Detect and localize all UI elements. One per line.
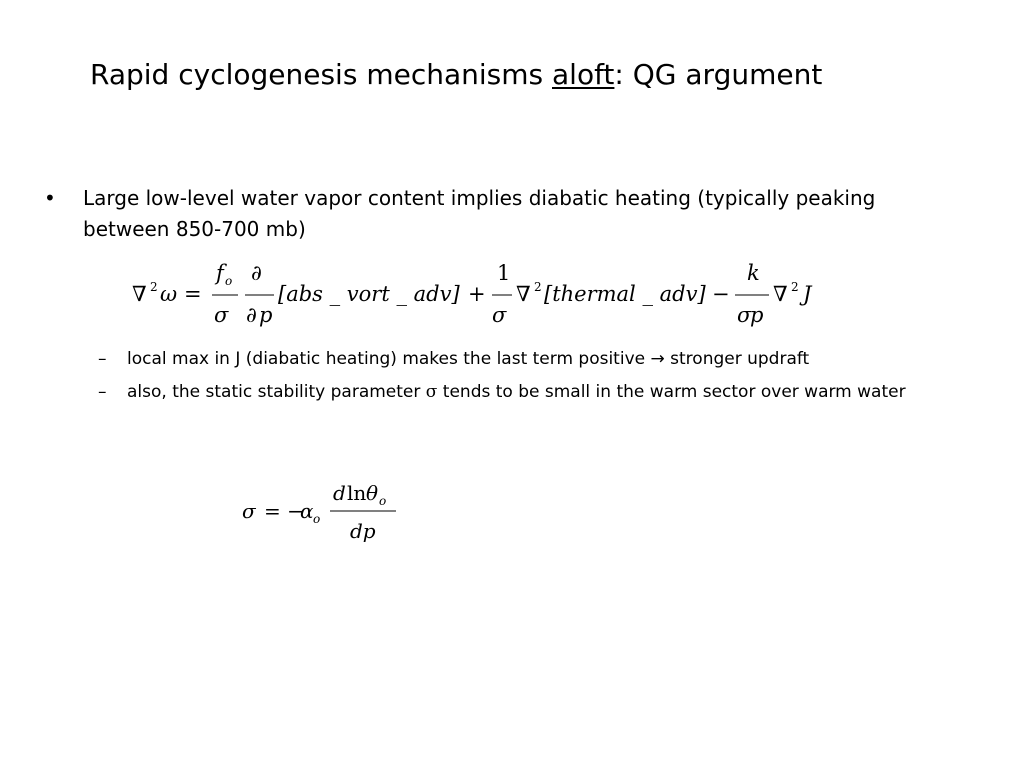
bullet-text: Large low-level water vapor content implies diabatic heating (typically peaking between 850-700 mb): [83, 186, 876, 241]
slide-title: [90, 58, 822, 91]
eq2-equals-minus: = −: [264, 499, 304, 523]
eq-f-sub: o: [225, 274, 233, 288]
omega-equation-svg: [128, 258, 828, 338]
sub-bullet-text-part: local max in J (diabatic heating) makes the last term positive: [127, 349, 651, 369]
eq-nabla-3: ∇: [773, 282, 788, 306]
eq-partial-top: ∂: [251, 261, 262, 285]
eq2-ln: ln: [347, 481, 367, 505]
eq-plus: +: [468, 282, 486, 306]
eq2-alpha: α: [300, 499, 314, 523]
eq-nabla: ∇: [132, 282, 147, 306]
eq-superscript-2: 2: [534, 280, 542, 294]
eq2-d: d: [333, 481, 346, 505]
title-text: Rapid cyclogenesis mechanisms: [90, 58, 552, 91]
eq-term-thermal: [thermal _ adv]: [544, 282, 706, 306]
sub-bullet-text: [127, 379, 987, 406]
sub-bullet-text: [127, 346, 987, 373]
sigma-symbol: σ: [425, 382, 438, 402]
eq2-theta-sub: o: [379, 494, 387, 508]
eq-term-vorticity: [abs _ vort _ adv]: [278, 282, 460, 306]
sigma-equation-svg: [238, 478, 418, 548]
sub-bullet-marker: –: [98, 349, 107, 369]
eq-partial-bottom: ∂: [246, 303, 257, 327]
eq-omega: ω: [160, 282, 178, 306]
eq2-alpha-sub: o: [313, 512, 321, 526]
sub-bullet-text-part: also, the static stability parameter: [127, 382, 426, 402]
eq-sigma-1: σ: [214, 303, 229, 327]
eq-one: 1: [497, 261, 511, 285]
eq2-dp: dp: [350, 519, 376, 543]
omega-equation: [128, 258, 828, 342]
eq2-sigma: σ: [242, 499, 256, 523]
sigma-equation: [238, 478, 418, 552]
eq2-theta: θ: [366, 481, 379, 505]
sub-bullet-text-part: tends to be small in the warm sector over warm water: [437, 382, 906, 402]
sub-bullet-text-part: stronger updraft: [664, 349, 810, 369]
eq-p-2: p: [750, 303, 764, 327]
eq-J: J: [803, 282, 812, 306]
eq-k: k: [747, 261, 760, 285]
eq-sigma-3: σ: [737, 303, 752, 327]
title-text-end: : QG argument: [614, 58, 823, 91]
eq-equals: =: [184, 282, 202, 306]
eq-sigma-2: σ: [492, 303, 507, 327]
eq-f: f: [216, 261, 224, 285]
eq-p-1: p: [259, 303, 273, 327]
eq-nabla-2: ∇: [516, 282, 531, 306]
eq-superscript: 2: [150, 280, 158, 294]
bullet-marker: •: [44, 186, 56, 210]
eq-minus: −: [712, 282, 730, 306]
title-emphasis: aloft: [552, 58, 615, 91]
sub-bullet-marker: –: [98, 382, 107, 402]
right-arrow-icon: →: [650, 349, 665, 369]
eq-superscript-3: 2: [791, 280, 799, 294]
